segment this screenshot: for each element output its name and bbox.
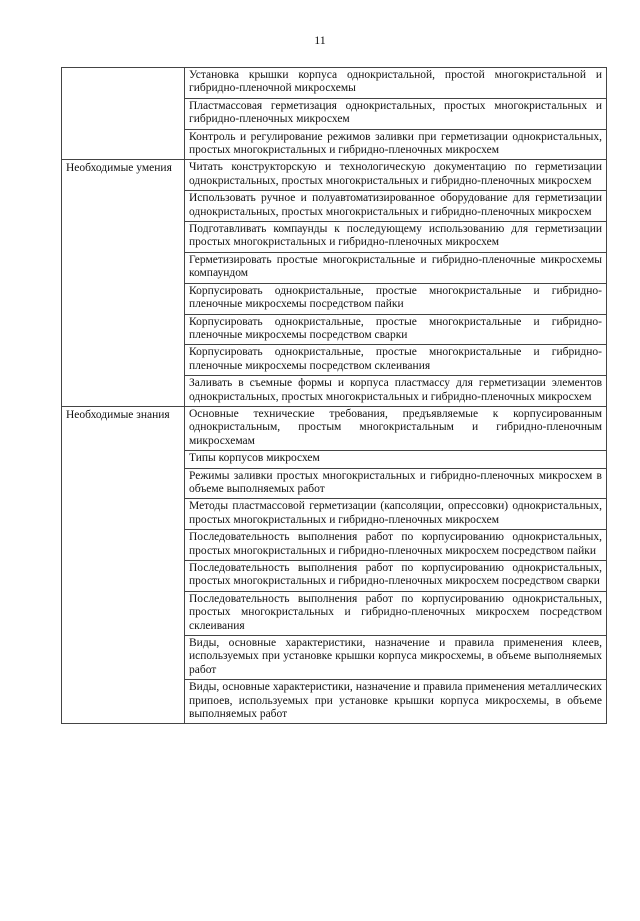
section-label: Необходимые умения <box>66 162 172 175</box>
page-number: 11 <box>314 33 326 47</box>
list-item: Герметизировать простые многокристальные и гибридно-пленочные микросхемы компаундом <box>185 253 606 284</box>
section-label-cell <box>62 160 185 407</box>
list-item: Использовать ручное и полуавтоматизированное оборудование для герметизации однокристальных, простых многокристальных и гибридно-пленочных микросхем <box>185 191 606 222</box>
list-item: Режимы заливки простых многокристальных и гибридно-пленочных микросхем в объеме выполняемых работ <box>185 469 606 500</box>
list-item: Читать конструкторскую и технологическую документацию по герметизации однокристальных, простых многокристальных и гибридно-пленочных микросхем <box>185 160 606 191</box>
list-item: Пластмассовая герметизация однокристальных, простых многокристальных и гибридно-пленочных микросхем <box>185 99 606 130</box>
section-row <box>62 68 607 160</box>
section-label: Необходимые знания <box>66 408 170 421</box>
list-item: Последовательность выполнения работ по корпусированию однокристальных, простых многокристальных и гибридно-пленочных микросхем посредством сварки <box>185 561 606 592</box>
list-item: Заливать в съемные формы и корпуса пластмассу для герметизации элементов однокристальных, простых многокристальных и гибридно-пленочных микросхем <box>189 377 602 403</box>
list-item: Типы корпусов микросхем <box>185 451 606 468</box>
section-items-cell <box>185 68 607 160</box>
section-label-cell <box>62 68 185 160</box>
list-item: Основные технические требования, предъявляемые к корпусированным однокристальным, простым многокристальным и гибридно-пленочным микросхемам <box>185 407 606 451</box>
section-items-cell <box>185 406 607 724</box>
section-row <box>62 406 607 724</box>
list-item: Подготавливать компаунды к последующему использованию для герметизации простых многокристальных и гибридно-пленочных микросхем <box>185 222 606 253</box>
requirements-table <box>61 67 607 724</box>
list-item: Корпусировать однокристальные, простые многокристальные и гибридно-пленочные микросхемы посредством склеивания <box>185 345 606 376</box>
section-label <box>62 68 184 72</box>
list-item: Последовательность выполнения работ по корпусированию однокристальных, простых многокристальных и гибридно-пленочных микросхем посредством склеивания <box>185 592 606 636</box>
section-label-cell <box>62 406 185 724</box>
list-item: Виды, основные характеристики, назначение и правила применения металлических припоев, используемых при установке крышки корпуса микросхемы, в объеме выполняемых работ <box>189 681 602 721</box>
section-row <box>62 160 607 407</box>
list-item: Виды, основные характеристики, назначение и правила применения клеев, используемых при установке крышки корпуса микросхемы, в объеме выполняемых работ <box>185 636 606 680</box>
table-body <box>62 68 607 724</box>
list-item: Корпусировать однокристальные, простые многокристальные и гибридно-пленочные микросхемы посредством сварки <box>185 315 606 346</box>
list-item: Корпусировать однокристальные, простые многокристальные и гибридно-пленочные микросхемы посредством пайки <box>185 284 606 315</box>
list-item: Последовательность выполнения работ по корпусированию однокристальных, простых многокристальных и гибридно-пленочных микросхем посредством пайки <box>185 530 606 561</box>
list-item: Установка крышки корпуса однокристальной, простой многокристальной и гибридно-пленочной микросхемы <box>185 68 606 99</box>
list-item: Контроль и регулирование режимов заливки при герметизации однокристальных, простых многокристальных и гибридно-пленочных микросхем <box>189 130 602 157</box>
section-items-cell <box>185 160 607 407</box>
list-item: Методы пластмассовой герметизации (капсоляции, опрессовки) однокристальных, простых многокристальных и гибридно-пленочных микросхем <box>185 499 606 530</box>
